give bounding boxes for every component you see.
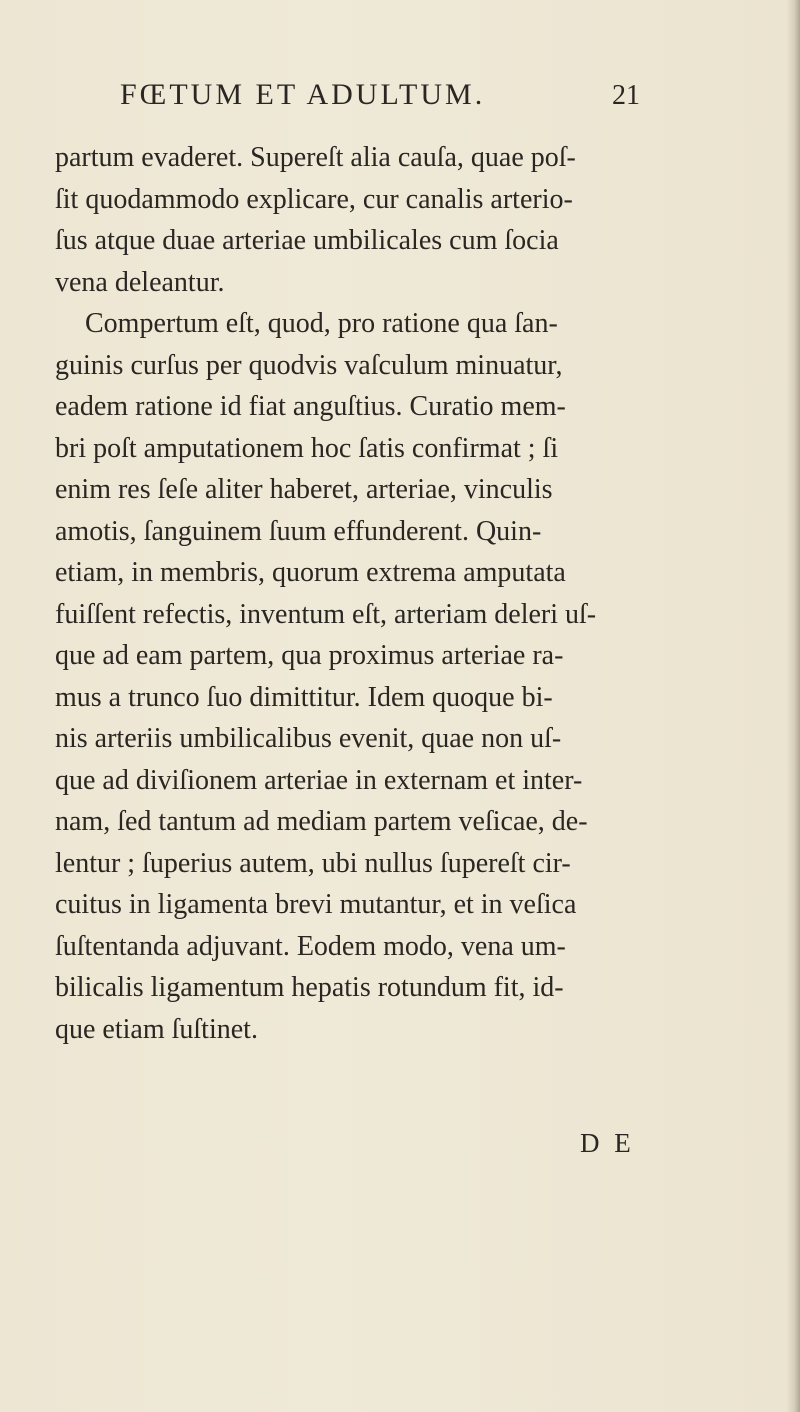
text-line: fuiſſent refectis, inventum eſt, arteriam deleri uſ- (55, 598, 597, 630)
catchword: D E (580, 1128, 635, 1158)
text-line: bilicalis ligamentum hepatis rotundum fit, id- (55, 972, 564, 1003)
text-line: bri poſt amputationem hoc ſatis confirmat ; ſi (55, 432, 559, 464)
text-line: Compertum eſt, quod, pro ratione qua ſan- (85, 308, 558, 339)
text-line: que ad diviſionem arteriae in externam et inter- (55, 764, 583, 796)
text-line: cuitus in ligamenta brevi mutantur, et in veſica (55, 889, 577, 920)
text-line: lentur ; ſuperius autem, ubi nullus ſupereſt cir- (55, 847, 571, 879)
text-line: mus a trunco ſuo dimittitur. Idem quoque bi- (55, 681, 553, 713)
text-line: eadem ratione id fiat anguſtius. Curatio mem- (55, 391, 566, 422)
body-text (55, 137, 655, 1050)
text-line: nam, ſed tantum ad mediam partem veſicae, de- (55, 806, 588, 837)
text-line: amotis, ſanguinem ſuum effunderent. Quin- (55, 515, 542, 547)
text-line: etiam, in membris, quorum extrema amputata (55, 557, 566, 588)
page-header (120, 78, 640, 118)
text-line: guinis curſus per quodvis vaſculum minuatur, (55, 349, 563, 381)
page-edge-shadow (786, 0, 800, 1412)
text-line: que ad eam partem, qua proximus arteriae ra- (55, 640, 564, 671)
text-line: vena deleantur. (55, 266, 225, 298)
text-line: enim res ſeſe aliter haberet, arteriae, vinculis (55, 474, 553, 505)
text-line: ſuſtentanda adjuvant. Eodem modo, vena um- (55, 930, 566, 962)
text-line: ſus atque duae arteriae umbilicales cum ſocia (55, 225, 559, 256)
text-line: ſit quodammodo explicare, cur canalis arterio- (55, 183, 573, 215)
running-head: FŒTUM ET ADULTUM. (120, 78, 486, 111)
text-line: que etiam ſuſtinet. (55, 1013, 258, 1045)
page-number: 21 (612, 80, 640, 111)
text-line: partum evaderet. Supereſt alia cauſa, quae poſ- (55, 142, 576, 173)
text-line: nis arteriis umbilicalibus evenit, quae non uſ- (55, 723, 562, 754)
